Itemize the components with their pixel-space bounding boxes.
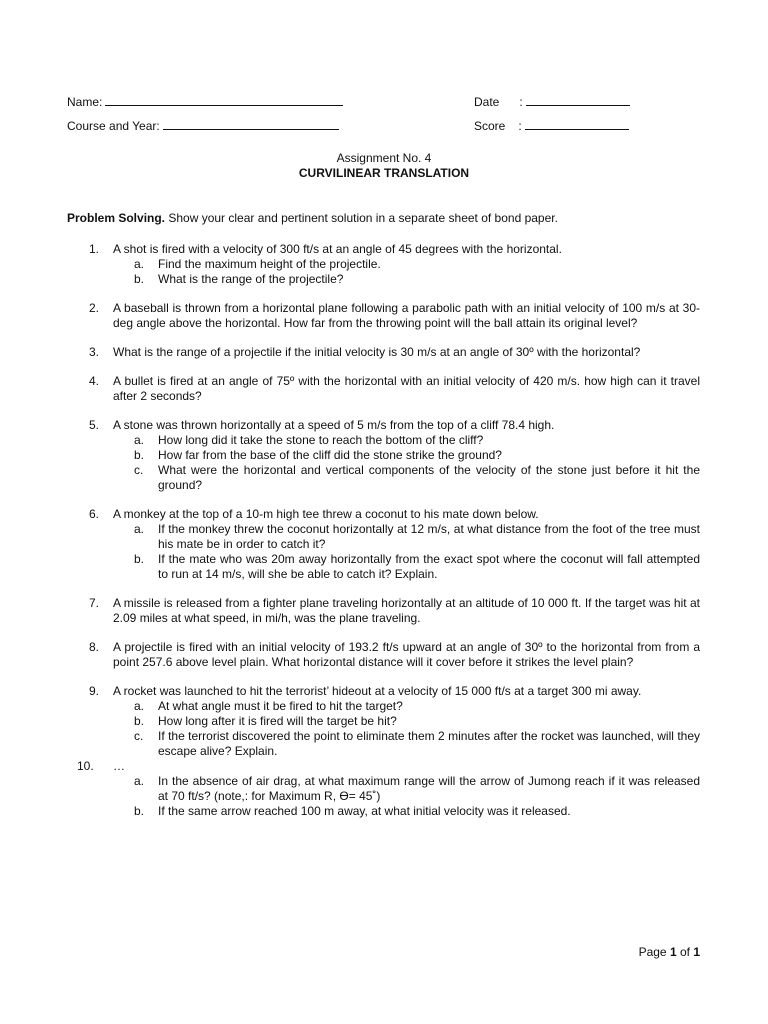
sub-question-list: [113, 433, 700, 493]
problem-item: [67, 345, 700, 360]
page-number: 1: [669, 945, 677, 959]
score-colon: :: [518, 119, 522, 133]
problem-item: [67, 418, 700, 493]
problem-item: [67, 759, 700, 819]
course-year-label: Course and Year:: [67, 119, 160, 133]
sub-question-letter: c.: [134, 463, 144, 477]
title-block: [0, 151, 768, 181]
problem-text: A stone was thrown horizontally at a speed of 5 m/s from the top of a cliff 78.4 high.: [113, 418, 555, 432]
problem-text: A bullet is fired at an angle of 75º with the horizontal with an initial velocity of 420 m/s. how high can it travel after 2 seconds?: [113, 374, 700, 403]
score-field: [474, 117, 629, 134]
of-word: of: [676, 945, 694, 959]
sub-question: [113, 522, 700, 552]
sub-question-list: [113, 774, 700, 819]
sub-question-text: How long after it is fired will the target be hit?: [158, 714, 397, 728]
sub-question: [113, 448, 700, 463]
sub-question-letter: b.: [134, 552, 145, 566]
instructions: [67, 211, 707, 226]
score-blank-line: [525, 117, 629, 130]
score-label: Score: [474, 119, 506, 133]
problem-item: [67, 301, 700, 331]
date-field: [474, 93, 630, 110]
assignment-number: Assignment No. 4: [336, 151, 432, 165]
sub-question-text: In the absence of air drag, at what maximum range will the arrow of Jumong reach if it was released at 70 ft/s? (note,: for Maximum R, ϴ= 45˚): [158, 774, 700, 803]
problem-text: A shot is fired with a velocity of 300 ft/s at an angle of 45 degrees with the horizontal.: [113, 242, 562, 256]
sub-question-letter: b.: [134, 272, 145, 286]
problem-number: 10.: [77, 759, 94, 773]
sub-question: [113, 272, 700, 287]
problem-number: 7.: [89, 596, 100, 610]
sub-question: [113, 729, 700, 759]
date-label: Date: [474, 95, 500, 109]
instruction-lead: Problem Solving.: [67, 211, 166, 225]
date-blank-line: [526, 93, 630, 106]
sub-question-text: How long did it take the stone to reach the bottom of the cliff?: [158, 433, 484, 447]
problem-number: 6.: [89, 507, 100, 521]
sub-question-text: What is the range of the projectile?: [158, 272, 344, 286]
sub-question-letter: a.: [134, 433, 145, 447]
problem-number: 3.: [89, 345, 100, 359]
sub-question: [113, 804, 700, 819]
sub-question-text: What were the horizontal and vertical components of the velocity of the stone just before it hit the ground?: [158, 463, 700, 492]
problem-number: 4.: [89, 374, 100, 388]
problem-text: A projectile is fired with an initial velocity of 193.2 ft/s upward at an angle of 30º to the horizontal from from a point 257.6 above level plain. What horizontal distance will it cover before it strikes the level plain?: [113, 640, 700, 669]
problem-item: [67, 640, 700, 670]
sub-question: [113, 257, 700, 272]
sub-question: [113, 714, 700, 729]
instruction-text: Show your clear and pertinent solution in a separate sheet of bond paper.: [165, 211, 558, 225]
name-blank-line: [105, 93, 343, 106]
sub-question-letter: a.: [134, 522, 145, 536]
problem-text: A baseball is thrown from a horizontal plane following a parabolic path with an initial velocity of 100 m/s at 30-deg angle above the horizontal. How far from the throwing point will the ball attain its original level?: [113, 301, 700, 330]
sub-question-text: If the mate who was 20m away horizontally from the exact spot where the coconut will fall attempted to run at 14 m/s, will she be able to catch it? Explain.: [158, 552, 700, 581]
sub-question-letter: c.: [134, 729, 144, 743]
problem-text: What is the range of a projectile if the initial velocity is 30 m/s at an angle of 30º with the horizontal?: [113, 345, 641, 359]
name-label: Name:: [67, 95, 103, 109]
name-field: [67, 93, 343, 110]
sub-question-text: If the terrorist discovered the point to eliminate them 2 minutes after the rocket was launched, will they escape alive? Explain.: [158, 729, 700, 758]
problem-text: A missile is released from a fighter plane traveling horizontally at an altitude of 10 000 ft. If the target was hit at 2.09 miles at what speed, in mi/h, was the plane traveling.: [113, 596, 700, 625]
sub-question: [113, 699, 700, 714]
problem-text: A rocket was launched to hit the terrorist’ hideout at a velocity of 15 000 ft/s at a target 300 mi away.: [113, 684, 642, 698]
problem-list: [67, 242, 700, 833]
sub-question: [113, 774, 700, 804]
sub-question-list: [113, 522, 700, 582]
problem-text: …: [113, 759, 125, 773]
page-word: Page: [638, 945, 670, 959]
problem-item: [67, 374, 700, 404]
sub-question-letter: b.: [134, 448, 145, 462]
page-total: 1: [693, 945, 700, 959]
sub-question-letter: a.: [134, 774, 145, 788]
problem-item: [67, 507, 700, 582]
sub-question: [113, 552, 700, 582]
sub-question-letter: b.: [134, 714, 145, 728]
page-footer: [639, 945, 700, 960]
sub-question-list: [113, 257, 700, 287]
problem-number: 8.: [89, 640, 100, 654]
problem-text: A monkey at the top of a 10-m high tee threw a coconut to his mate down below.: [113, 507, 539, 521]
sub-question: [113, 433, 700, 448]
problem-number: 9.: [89, 684, 100, 698]
date-colon: :: [519, 95, 523, 109]
sub-question-text: Find the maximum height of the projectile.: [158, 257, 381, 271]
course-year-blank-line: [163, 117, 339, 130]
sub-question-text: How far from the base of the cliff did the stone strike the ground?: [158, 448, 502, 462]
sub-question-list: [113, 699, 700, 759]
problem-item: [67, 242, 700, 287]
sub-question-text: If the monkey threw the coconut horizontally at 12 m/s, at what distance from the foot of the tree must his mate be in order to catch it?: [158, 522, 700, 551]
course-year-field: [67, 117, 339, 134]
sub-question-text: At what angle must it be fired to hit the target?: [158, 699, 403, 713]
assignment-title: CURVILINEAR TRANSLATION: [298, 166, 470, 180]
sub-question-text: If the same arrow reached 100 m away, at what initial velocity was it released.: [158, 804, 571, 818]
problem-item: [67, 596, 700, 626]
sub-question-letter: b.: [134, 804, 145, 818]
problem-item: [67, 684, 700, 759]
problem-number: 5.: [89, 418, 100, 432]
problem-number: 2.: [89, 301, 100, 315]
sub-question-letter: a.: [134, 257, 145, 271]
sub-question: [113, 463, 700, 493]
sub-question-letter: a.: [134, 699, 145, 713]
problem-number: 1.: [89, 242, 100, 256]
